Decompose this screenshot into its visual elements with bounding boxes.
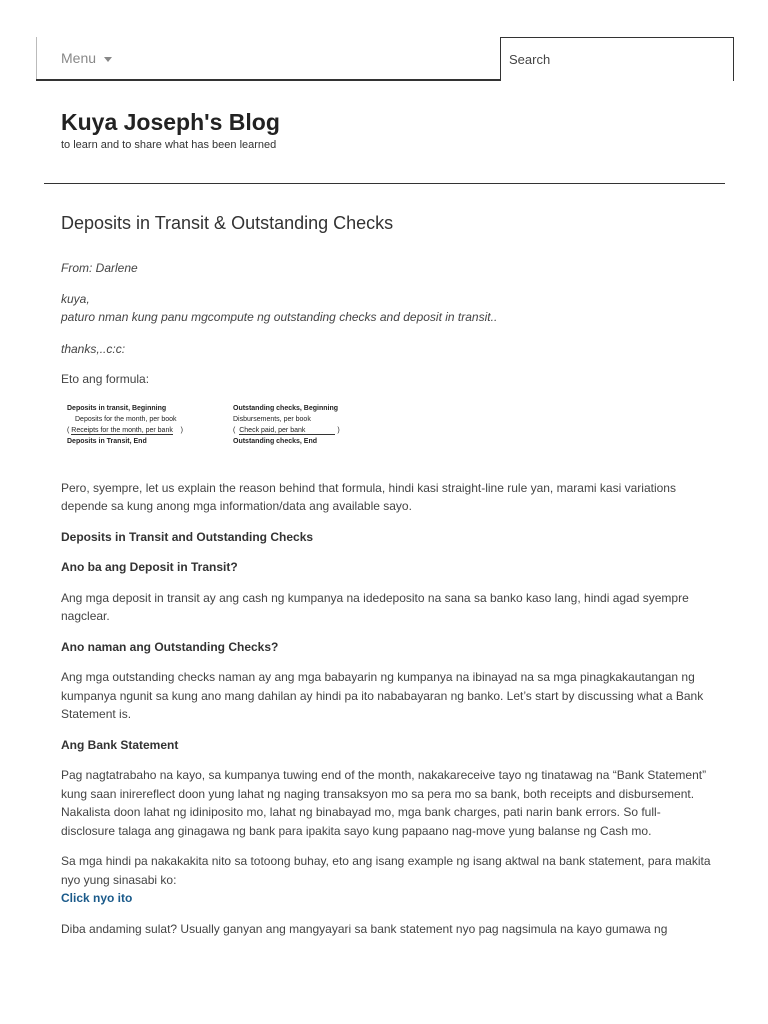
post-title[interactable]: Deposits in Transit & Outstanding Checks — [61, 213, 394, 233]
top-nav — [36, 37, 734, 81]
bank-paragraph: Pag nagtatrabaho na kayo, sa kumpanya tuwing end of the month, nakakareceive tayo ng tinatawag na “Bank Statement” kung saan inirereflect doon yung lahat ng naging transaksyon mo sa pera mo sa bank, both receipts and disbursement. Nakalista doon lahat ng idiniposito mo, lahat ng binabayad mo, mga bank charges, pati narin bank errors. So full-disclosure talaga ang ginagawa ng bank para ipakita sayo kung papaano nag-move yung balanse ng Cash mo. — [61, 768, 707, 838]
greeting: kuya, — [61, 291, 90, 306]
header-divider — [44, 183, 725, 184]
example-paragraph — [61, 852, 711, 908]
formula-deposits-column — [67, 403, 201, 447]
formula-right-result: Outstanding checks, End — [233, 437, 318, 445]
formula-checks-column — [233, 403, 340, 447]
formula-left-header: Deposits in transit, Beginning — [67, 404, 167, 412]
question-text — [61, 290, 711, 327]
explain-paragraph: Pero, syempre, let us explain the reason behind that formula, hindi kasi straight-line rule yan, marami kasi variations depende sa kung anong mga information/data ang available sayo. — [61, 480, 676, 513]
blog-tagline: to learn and to share what has been learned — [61, 139, 277, 151]
question: paturo nman kung panu mgcompute ng outstanding checks and deposit in transit.. — [61, 310, 498, 324]
heading-bank-statement: Ang Bank Statement — [61, 737, 179, 752]
search-box — [500, 37, 734, 81]
formula-left-line2-row: ( Receipts for the month, per bank ) — [67, 426, 183, 434]
formula-left-line2: Receipts for the month, per bank — [71, 426, 173, 434]
formula-figure — [61, 401, 361, 461]
formula-right-line2-row: ( Check paid, per bank ) — [233, 426, 340, 434]
formula-right-line2: Check paid, per bank — [239, 427, 335, 435]
search-input[interactable] — [501, 38, 733, 81]
formula-intro: Eto ang formula: — [61, 372, 150, 386]
article — [61, 210, 711, 950]
menu-label: Menu — [61, 50, 97, 66]
heading-dit-question: Ano ba ang Deposit in Transit? — [61, 560, 238, 574]
click-link[interactable]: Click nyo ito — [61, 891, 133, 905]
menu-button[interactable] — [36, 37, 156, 79]
formula-left-line1: Deposits for the month, per book — [75, 415, 177, 423]
caret-down-icon — [104, 57, 112, 62]
heading-dit-oc: Deposits in Transit and Outstanding Checks — [61, 529, 314, 544]
oc-paragraph: Ang mga outstanding checks naman ay ang mga babayarin ng kumpanya na ibinayad na sa mga pinagkakautangan ng kumpanya ngunit sa kung ano mang dahilan ay hindi pa ito nababayaran ng banko. Let’s start by discussing what a Bank Statement is. — [61, 670, 704, 721]
formula-left-result: Deposits in Transit, End — [67, 437, 147, 445]
dit-paragraph: Ang mga deposit in transit ay ang cash ng kumpanya na idedeposito na sana sa banko kaso lang, hindi agad syempre nagclear. — [61, 590, 689, 623]
thanks-line: thanks,..c:c: — [61, 341, 126, 356]
heading-oc-question: Ano naman ang Outstanding Checks? — [61, 639, 279, 654]
last-paragraph: Diba andaming sulat? Usually ganyan ang mangyayari sa bank statement nyo pag nagsimula na kayo gumawa ng — [61, 921, 668, 936]
formula-right-header: Outstanding checks, Beginning — [233, 404, 339, 412]
from-line: From: Darlene — [61, 261, 138, 275]
blog-title[interactable]: Kuya Joseph's Blog — [61, 109, 280, 135]
formula-right-line1: Disbursements, per book — [233, 415, 311, 423]
example-text: Sa mga hindi pa nakakakita nito sa totoong buhay, eto ang isang example ng isang aktwal na bank statement, para makita nyo yung sinasabi ko: — [61, 854, 711, 887]
